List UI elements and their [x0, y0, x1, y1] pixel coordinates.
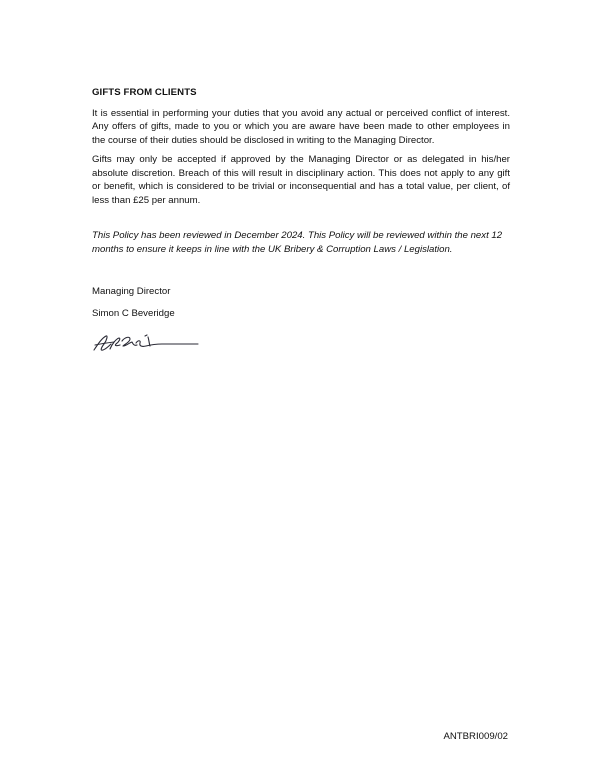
signatory-name: Simon C Beveridge: [92, 307, 175, 319]
gift-acceptance-paragraph: Gifts may only be accepted if approved by the Managing Director or as delegated in his/her absolute discretion. Breach of this will result in disciplinary action. This does not apply to any gift or benefit, which is considered to be trivial or inconsequential and has a total value, per client, of less than £25 per annum.: [92, 154, 510, 206]
section-heading: GIFTS FROM CLIENTS: [92, 87, 197, 98]
policy-review-note: This Policy has been reviewed in December 2024. This Policy will be reviewed within the next 12 months to ensure it keeps in line with the UK Bribery & Corruption Laws / Legislation.: [92, 230, 503, 255]
signatory-title: Managing Director: [92, 286, 171, 297]
document-body: [92, 86, 510, 356]
handwritten-signature: [92, 332, 202, 356]
document-reference: ANTBRI009/02: [443, 731, 508, 742]
conflict-of-interest-paragraph: It is essential in performing your duties that you avoid any actual or perceived conflict of interest. Any offers of gifts, made to you or which you are aware have been made to other employees in the course of their duties should be disclosed in writing to the Managing Director.: [92, 107, 510, 146]
